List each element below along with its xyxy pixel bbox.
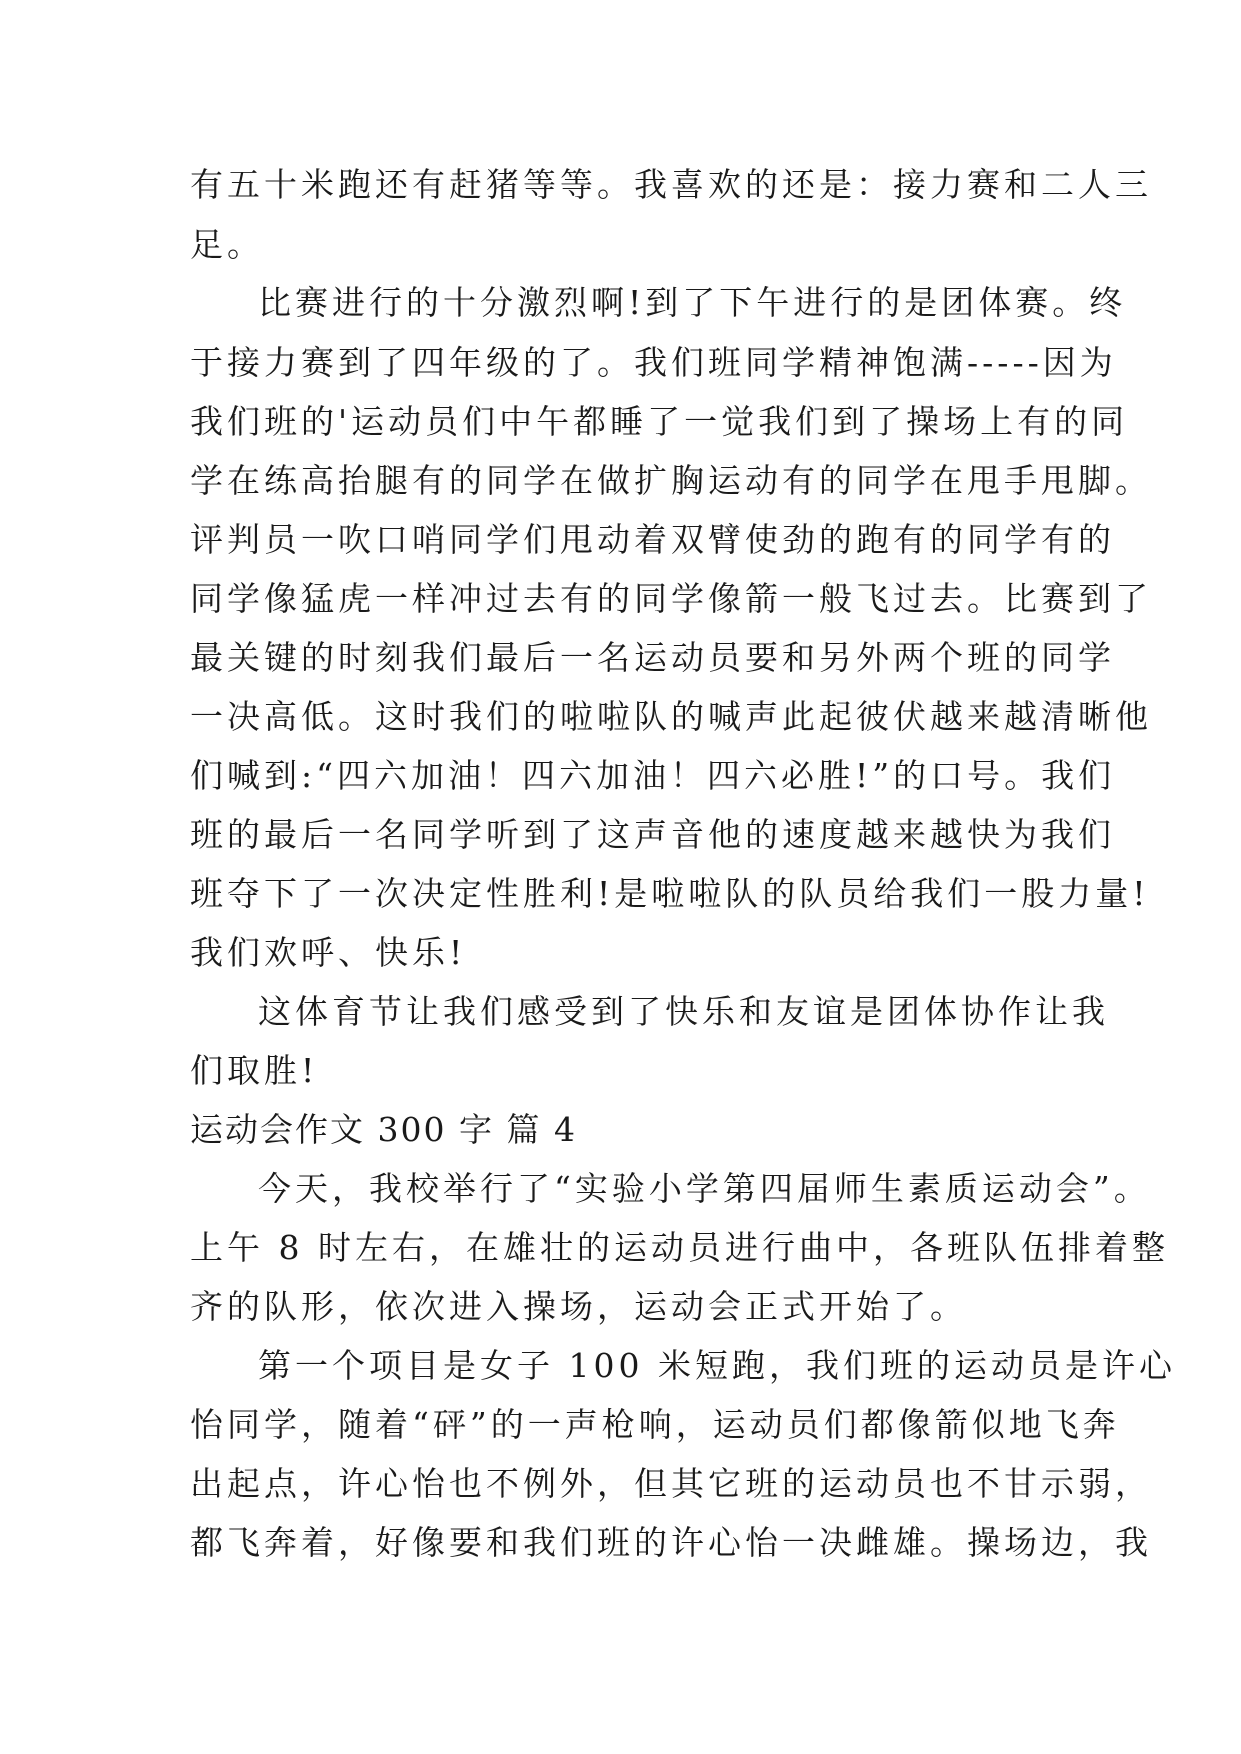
- text-line: 最关键的时刻我们最后一名运动员要和另外两个班的同学: [190, 638, 1115, 677]
- text-line: 评判员一吹口哨同学们甩动着双臂使劲的跑有的同学有的: [190, 520, 1115, 559]
- text-line: 齐的队形，依次进入操场，运动会正式开始了。: [190, 1287, 967, 1326]
- paragraph-first-line: 今天，我校举行了“实验小学第四届师生素质运动会”。: [258, 1169, 1151, 1208]
- text-line: 班的最后一名同学听到了这声音他的速度越来越快为我们: [190, 815, 1115, 854]
- text-line: 们取胜!: [190, 1051, 319, 1090]
- text-line: 我们班的'运动员们中午都睡了一觉我们到了操场上有的同: [190, 402, 1129, 441]
- text-line: 上午 8 时左右，在雄壮的运动员进行曲中，各班队伍排着整: [190, 1228, 1169, 1267]
- text-line: 于接力赛到了四年级的了。我们班同学精神饱满-----因为: [190, 343, 1117, 382]
- text-line: 班夺下了一次决定性胜利!是啦啦队的队员给我们一股力量!: [190, 874, 1150, 913]
- text-line: 我们欢呼、快乐!: [190, 933, 467, 972]
- text-line: 有五十米跑还有赶猪等等。我喜欢的还是：接力赛和二人三: [190, 165, 1152, 204]
- paragraph-first-line: 比赛进行的十分激烈啊!到了下午进行的是团体赛。终: [258, 283, 1127, 322]
- text-line: 出起点，许心怡也不例外，但其它班的运动员也不甘示弱，: [190, 1464, 1152, 1503]
- text-line: 同学像猛虎一样冲过去有的同学像箭一般飞过去。比赛到了: [190, 579, 1152, 618]
- section-heading: 运动会作文 300 字 篇 4: [190, 1110, 577, 1149]
- text-line: 一决高低。这时我们的啦啦队的喊声此起彼伏越来越清晰他: [190, 697, 1152, 736]
- paragraph-first-line: 第一个项目是女子 100 米短跑，我们班的运动员是许心: [258, 1346, 1176, 1385]
- text-line: 都飞奔着，好像要和我们班的许心怡一决雌雄。操场边，我: [190, 1523, 1152, 1562]
- text-line: 学在练高抬腿有的同学在做扩胸运动有的同学在甩手甩脚。: [190, 461, 1152, 500]
- paragraph-first-line: 这体育节让我们感受到了快乐和友谊是团体协作让我: [258, 992, 1109, 1031]
- text-line: 怡同学，随着“砰”的一声枪响，运动员们都像箭似地飞奔: [190, 1405, 1120, 1444]
- text-line: 们喊到:“四六加油！四六加油！四六必胜!”的口号。我们: [190, 756, 1116, 795]
- text-line: 足。: [190, 225, 264, 264]
